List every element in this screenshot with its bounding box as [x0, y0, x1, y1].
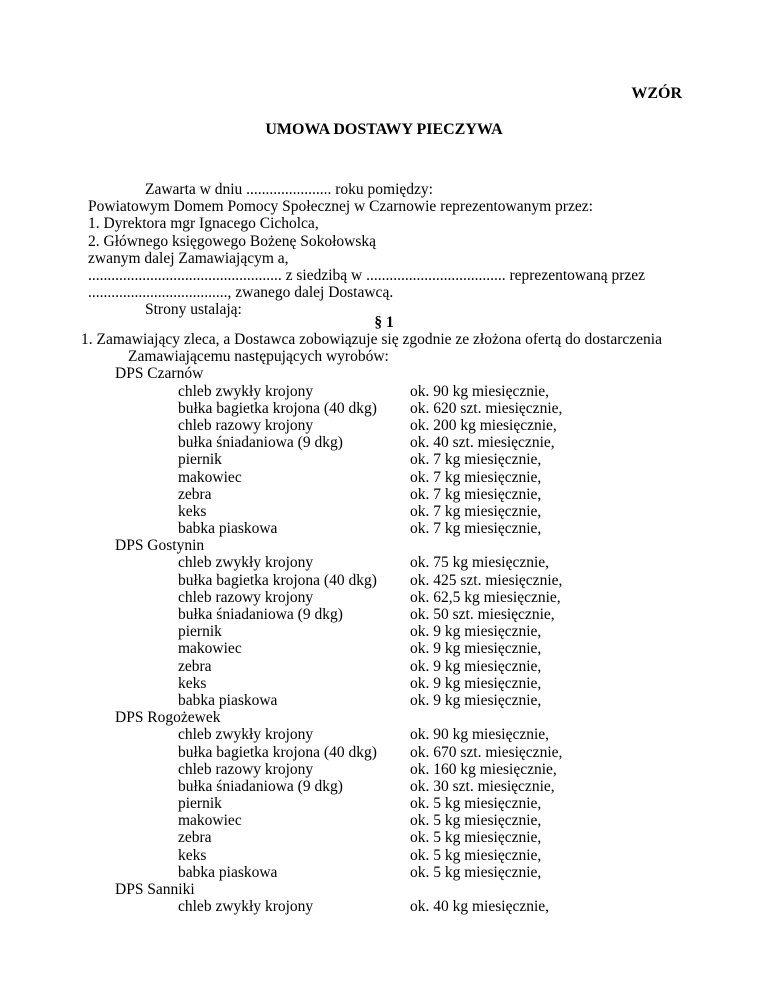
group-name: DPS Sanniki: [115, 881, 195, 898]
product-quantity: ok. 670 szt. miesięcznie,: [410, 743, 563, 761]
intro-line-supplier: .................................................. z siedzibą w .................................... reprezentowaną przez: [88, 266, 646, 284]
product-name: chleb razowy krojony: [178, 416, 314, 434]
product-row: [88, 813, 708, 830]
product-row: [88, 745, 708, 762]
product-name: piernik: [178, 451, 222, 469]
product-quantity: ok. 9 kg miesięcznie,: [410, 623, 542, 641]
product-row: [88, 676, 708, 693]
product-quantity: ok. 62,5 kg miesięcznie,: [410, 588, 561, 606]
product-name: babka piaskowa: [178, 520, 278, 538]
product-quantity: ok. 40 kg miesięcznie,: [410, 898, 550, 916]
product-quantity: ok. 425 szt. miesięcznie,: [410, 571, 563, 589]
product-row: [88, 470, 708, 487]
product-groups: [88, 366, 708, 916]
product-quantity: ok. 620 szt. miesięcznie,: [410, 399, 563, 417]
product-quantity: ok. 5 kg miesięcznie,: [410, 795, 542, 813]
product-quantity: ok. 200 kg miesięcznie,: [410, 416, 557, 434]
intro-line-representative-1: 1. Dyrektora mgr Ignacego Cicholca,: [88, 215, 319, 233]
intro-line-ordering-party: zwanym dalej Zamawiającym a,: [88, 249, 289, 267]
product-row: [88, 727, 708, 744]
intro-line-agreement: Strony ustalają:: [145, 301, 242, 319]
product-name: chleb razowy krojony: [178, 588, 314, 606]
product-quantity: ok. 7 kg miesięcznie,: [410, 485, 542, 503]
product-quantity: ok. 9 kg miesięcznie,: [410, 640, 542, 658]
product-name: keks: [178, 674, 207, 692]
product-row: [88, 452, 708, 469]
product-row: [88, 521, 708, 538]
product-name: keks: [178, 846, 207, 864]
product-row: [88, 796, 708, 813]
product-name: piernik: [178, 623, 222, 641]
product-name: bułka śniadaniowa (9 dkg): [178, 606, 343, 623]
contract-intro: [88, 182, 708, 320]
product-row: [88, 693, 708, 710]
group-name: DPS Gostynin: [115, 537, 205, 555]
product-row: [88, 641, 708, 658]
product-name: zebra: [178, 829, 212, 847]
product-row: [88, 762, 708, 779]
product-name: zebra: [178, 657, 212, 675]
section-heading: § 1: [374, 314, 394, 331]
product-name: makowiec: [178, 468, 242, 486]
product-row: [88, 865, 708, 882]
product-row: [88, 384, 708, 401]
product-row: [88, 848, 708, 865]
product-name: chleb razowy krojony: [178, 760, 314, 778]
product-name: bułka bagietka krojona (40 dkg): [178, 743, 377, 761]
product-row: [88, 418, 708, 435]
product-name: chleb zwykły krojony: [178, 382, 314, 400]
product-row: [88, 487, 708, 504]
product-quantity: ok. 7 kg miesięcznie,: [410, 468, 542, 486]
product-quantity: ok. 50 szt. miesięcznie,: [410, 606, 555, 623]
product-name: zebra: [178, 485, 212, 503]
product-row: [88, 624, 708, 641]
product-name: makowiec: [178, 812, 242, 830]
point-1-continuation: Zamawiającemu następujących wyrobów:: [128, 348, 389, 366]
product-name: bułka bagietka krojona (40 dkg): [178, 399, 377, 417]
group-name: DPS Rogożewek: [115, 709, 221, 727]
intro-line-party: Powiatowym Domem Pomocy Społecznej w Czarnowie reprezentowanym przez:: [88, 198, 593, 216]
product-quantity: ok. 5 kg miesięcznie,: [410, 863, 542, 881]
product-name: piernik: [178, 795, 222, 813]
product-name: chleb zwykły krojony: [178, 554, 314, 572]
product-row: [88, 779, 708, 796]
product-quantity: ok. 40 szt. miesięcznie,: [410, 434, 555, 452]
intro-line-representative-2: 2. Głównego księgowego Bożenę Sokołowską: [88, 232, 376, 250]
product-row: [88, 573, 708, 590]
product-quantity: ok. 9 kg miesięcznie,: [410, 657, 542, 675]
product-name: bułka śniadaniowa (9 dkg): [178, 777, 343, 795]
document-title: UMOWA DOSTAWY PIECZYWA: [265, 121, 503, 138]
product-row: [88, 555, 708, 572]
product-quantity: ok. 75 kg miesięcznie,: [410, 554, 550, 572]
product-name: keks: [178, 502, 207, 520]
product-quantity: ok. 30 szt. miesięcznie,: [410, 777, 555, 795]
product-quantity: ok. 9 kg miesięcznie,: [410, 691, 542, 709]
product-quantity: ok. 5 kg miesięcznie,: [410, 829, 542, 847]
product-name: bułka bagietka krojona (40 dkg): [178, 571, 377, 589]
product-row: [88, 435, 708, 452]
product-row: [88, 899, 708, 916]
product-row: [88, 659, 708, 676]
product-quantity: ok. 7 kg miesięcznie,: [410, 520, 542, 538]
product-quantity: ok. 7 kg miesięcznie,: [410, 502, 542, 520]
product-quantity: ok. 5 kg miesięcznie,: [410, 846, 542, 864]
product-quantity: ok. 90 kg miesięcznie,: [410, 726, 550, 744]
intro-line-supplier-name: ...................................., zwanego dalej Dostawcą.: [88, 284, 394, 302]
product-name: babka piaskowa: [178, 863, 278, 881]
point-1-text: 1. Zamawiający zleca, a Dostawca zobowiązuje się zgodnie ze złożona ofertą do dostarczenia: [81, 331, 662, 348]
product-name: makowiec: [178, 640, 242, 658]
product-quantity: ok. 5 kg miesięcznie,: [410, 812, 542, 830]
product-quantity: ok. 160 kg miesięcznie,: [410, 760, 557, 778]
product-name: bułka śniadaniowa (9 dkg): [178, 434, 343, 452]
product-row: [88, 590, 708, 607]
product-quantity: ok. 9 kg miesięcznie,: [410, 674, 542, 692]
intro-line-date: Zawarta w dniu ...................... roku pomiędzy:: [145, 181, 433, 198]
product-name: babka piaskowa: [178, 691, 278, 709]
product-quantity: ok. 90 kg miesięcznie,: [410, 382, 550, 400]
product-quantity: ok. 7 kg miesięcznie,: [410, 451, 542, 469]
product-row: [88, 401, 708, 418]
product-row: [88, 607, 708, 624]
product-row: [88, 504, 708, 521]
product-row: [88, 830, 708, 847]
section-1-body: [81, 331, 708, 916]
template-marker: WZÓR: [631, 85, 682, 102]
group-name: DPS Czarnów: [115, 365, 204, 383]
product-name: chleb zwykły krojony: [178, 726, 314, 744]
product-name: chleb zwykły krojony: [178, 898, 314, 916]
